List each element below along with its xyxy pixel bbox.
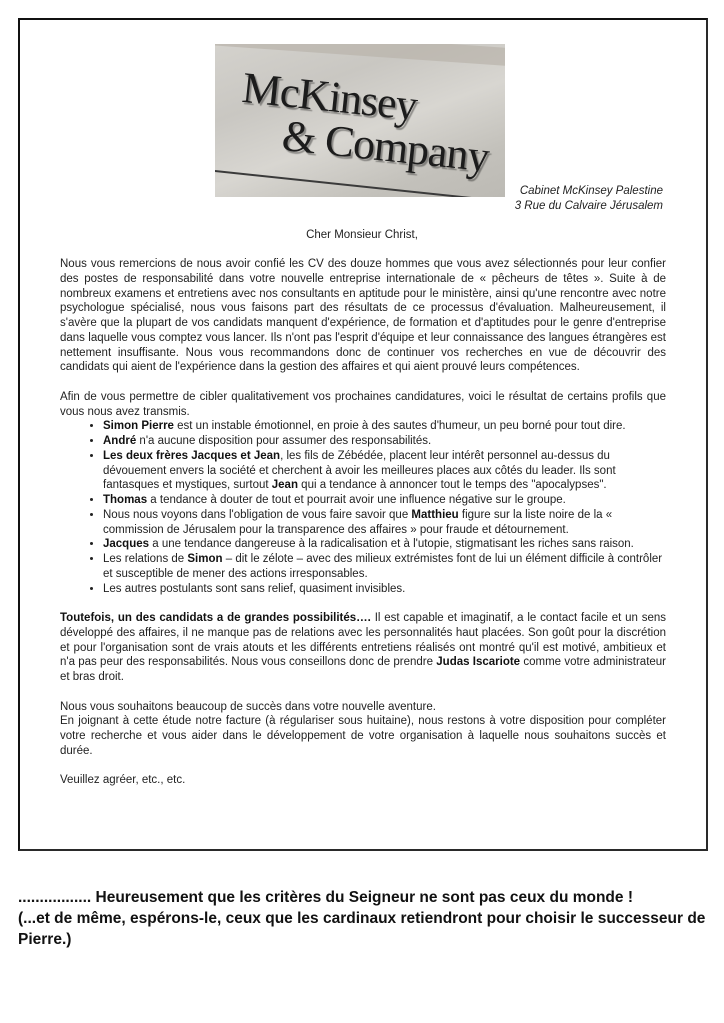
profile-item: • Nous nous voyons dans l'obligation de vous faire savoir que Matthieu figure sur la liste noire de la « commission de Jérusalem pour la transparence des affaires » pour fraude et détournement. xyxy=(103,508,666,538)
salutation: Cher Monsieur Christ, xyxy=(306,229,418,241)
profile-item: • Simon Pierre est un instable émotionnel, en proie à des sautes d'humeur, un peu borné pour tout dire. xyxy=(103,419,666,434)
profile-item: • Les relations de Simon – dit le zélote – avec des milieux extrémistes font de lui un élément difficile à contrôler et susceptible de mener des actions irresponsables. xyxy=(103,552,666,582)
profile-item: • Jacques a une tendance dangereuse à la radicalisation et à l'utopie, stigmatisant les riches sans raison. xyxy=(103,537,666,552)
closing: Veuillez agréer, etc., etc. xyxy=(60,774,186,787)
paragraph-profiles-intro: Afin de vous permettre de cibler qualitativement vos prochaines candidatures, voici le résultat de certains profils que vous nous avez transmis. xyxy=(60,390,666,418)
profiles-list xyxy=(60,419,666,596)
profile-item: • André n'a aucune disposition pour assumer des responsabilités. xyxy=(103,434,666,449)
address-line-1: Cabinet McKinsey Palestine xyxy=(519,185,663,197)
address-line-2: 3 Rue du Calvaire Jérusalem xyxy=(514,200,663,212)
paragraph-recommendation: Toutefois, un des candidats a de grandes possibilités…. Il est capable et imaginatif, a le contact facile et un sens développé des affaires, il ne manque pas de relations avec les personnalités haut placées. Son goût pour la discrétion et pour l'organisation sont de vrais atouts et les différents entretiens réalisés ont montré qu'il est motivé, ambitieux et n'a pas peur des responsabilités. Nous vous conseillons donc de prendre Judas Iscariote comme votre administrateur et bras droit. xyxy=(60,612,667,683)
mckinsey-logo-image xyxy=(215,44,505,197)
footer-line-1: ................. Heureusement que les critères du Seigneur ne sont pas ceux du monde ! xyxy=(18,889,633,906)
footer-comment xyxy=(18,887,718,950)
sender-address xyxy=(515,184,663,214)
footer-line-2: (...et de même, espérons-le, ceux que les cardinaux retiendront pour choisir le successeur de Pierre.) xyxy=(18,910,706,948)
profile-item: • Les autres postulants sont sans relief, quasiment invisibles. xyxy=(103,582,666,597)
profile-item: • Les deux frères Jacques et Jean, les fils de Zébédée, placent leur intérêt personnel au-dessus du dévouement envers la société et cherchent à avoir les meilleures places aux côtés du leader. Ils sont fantasques et mystiques, surtout Jean qui a tendance à annoncer tout le temps des "apocalypses". xyxy=(103,449,666,493)
paragraph-wishes-line: Nous vous souhaitons beaucoup de succès dans votre nouvelle aventure. xyxy=(60,700,436,713)
profile-item: • Thomas a tendance à douter de tout et pourrait avoir une influence négative sur le groupe. xyxy=(103,493,666,508)
letter-body xyxy=(60,257,666,788)
paragraph-invoice: En joignant à cette étude notre facture (à régulariser sous huitaine), nous restons à votre disposition pour compléter votre recherche et vous aider dans le développement de votre organisation à laquelle nous souhaitons succès et durée. xyxy=(60,715,666,757)
logo-word-company: & Company xyxy=(279,110,492,182)
paragraph-intro: Nous vous remercions de nous avoir confié les CV des douze hommes que vous avez sélectionnés pour leur confier des postes de responsabilité dans votre nouvelle entreprise internationale de « pêcheurs de têtes ». Suite à de nombreux examens et entretiens avec nos consultants en aptitude pour le ministère, ainsi qu'une rencontre avec notre psychologue spécialisé, nous vous faisons part des résultats de ce processus d'évaluation. Malheureusement, il s'avère que la plupart de vos candidats manquent d'expérience, de formation et d'aptitudes pour le genre d'entreprise dans laquelle vous comptez vous lancer. Ils n'ont pas l'esprit d'équipe et leur connaissance des langues étrangères est nettement insuffisante. Nous vous recommandons donc de continuer vos recherches en vue de découvrir des candidats qui aient de l'expérience dans la gestion des affaires et qui aient prouvé leurs compétences. xyxy=(60,258,666,374)
logo-word-mckinsey: McKinsey xyxy=(239,62,420,131)
